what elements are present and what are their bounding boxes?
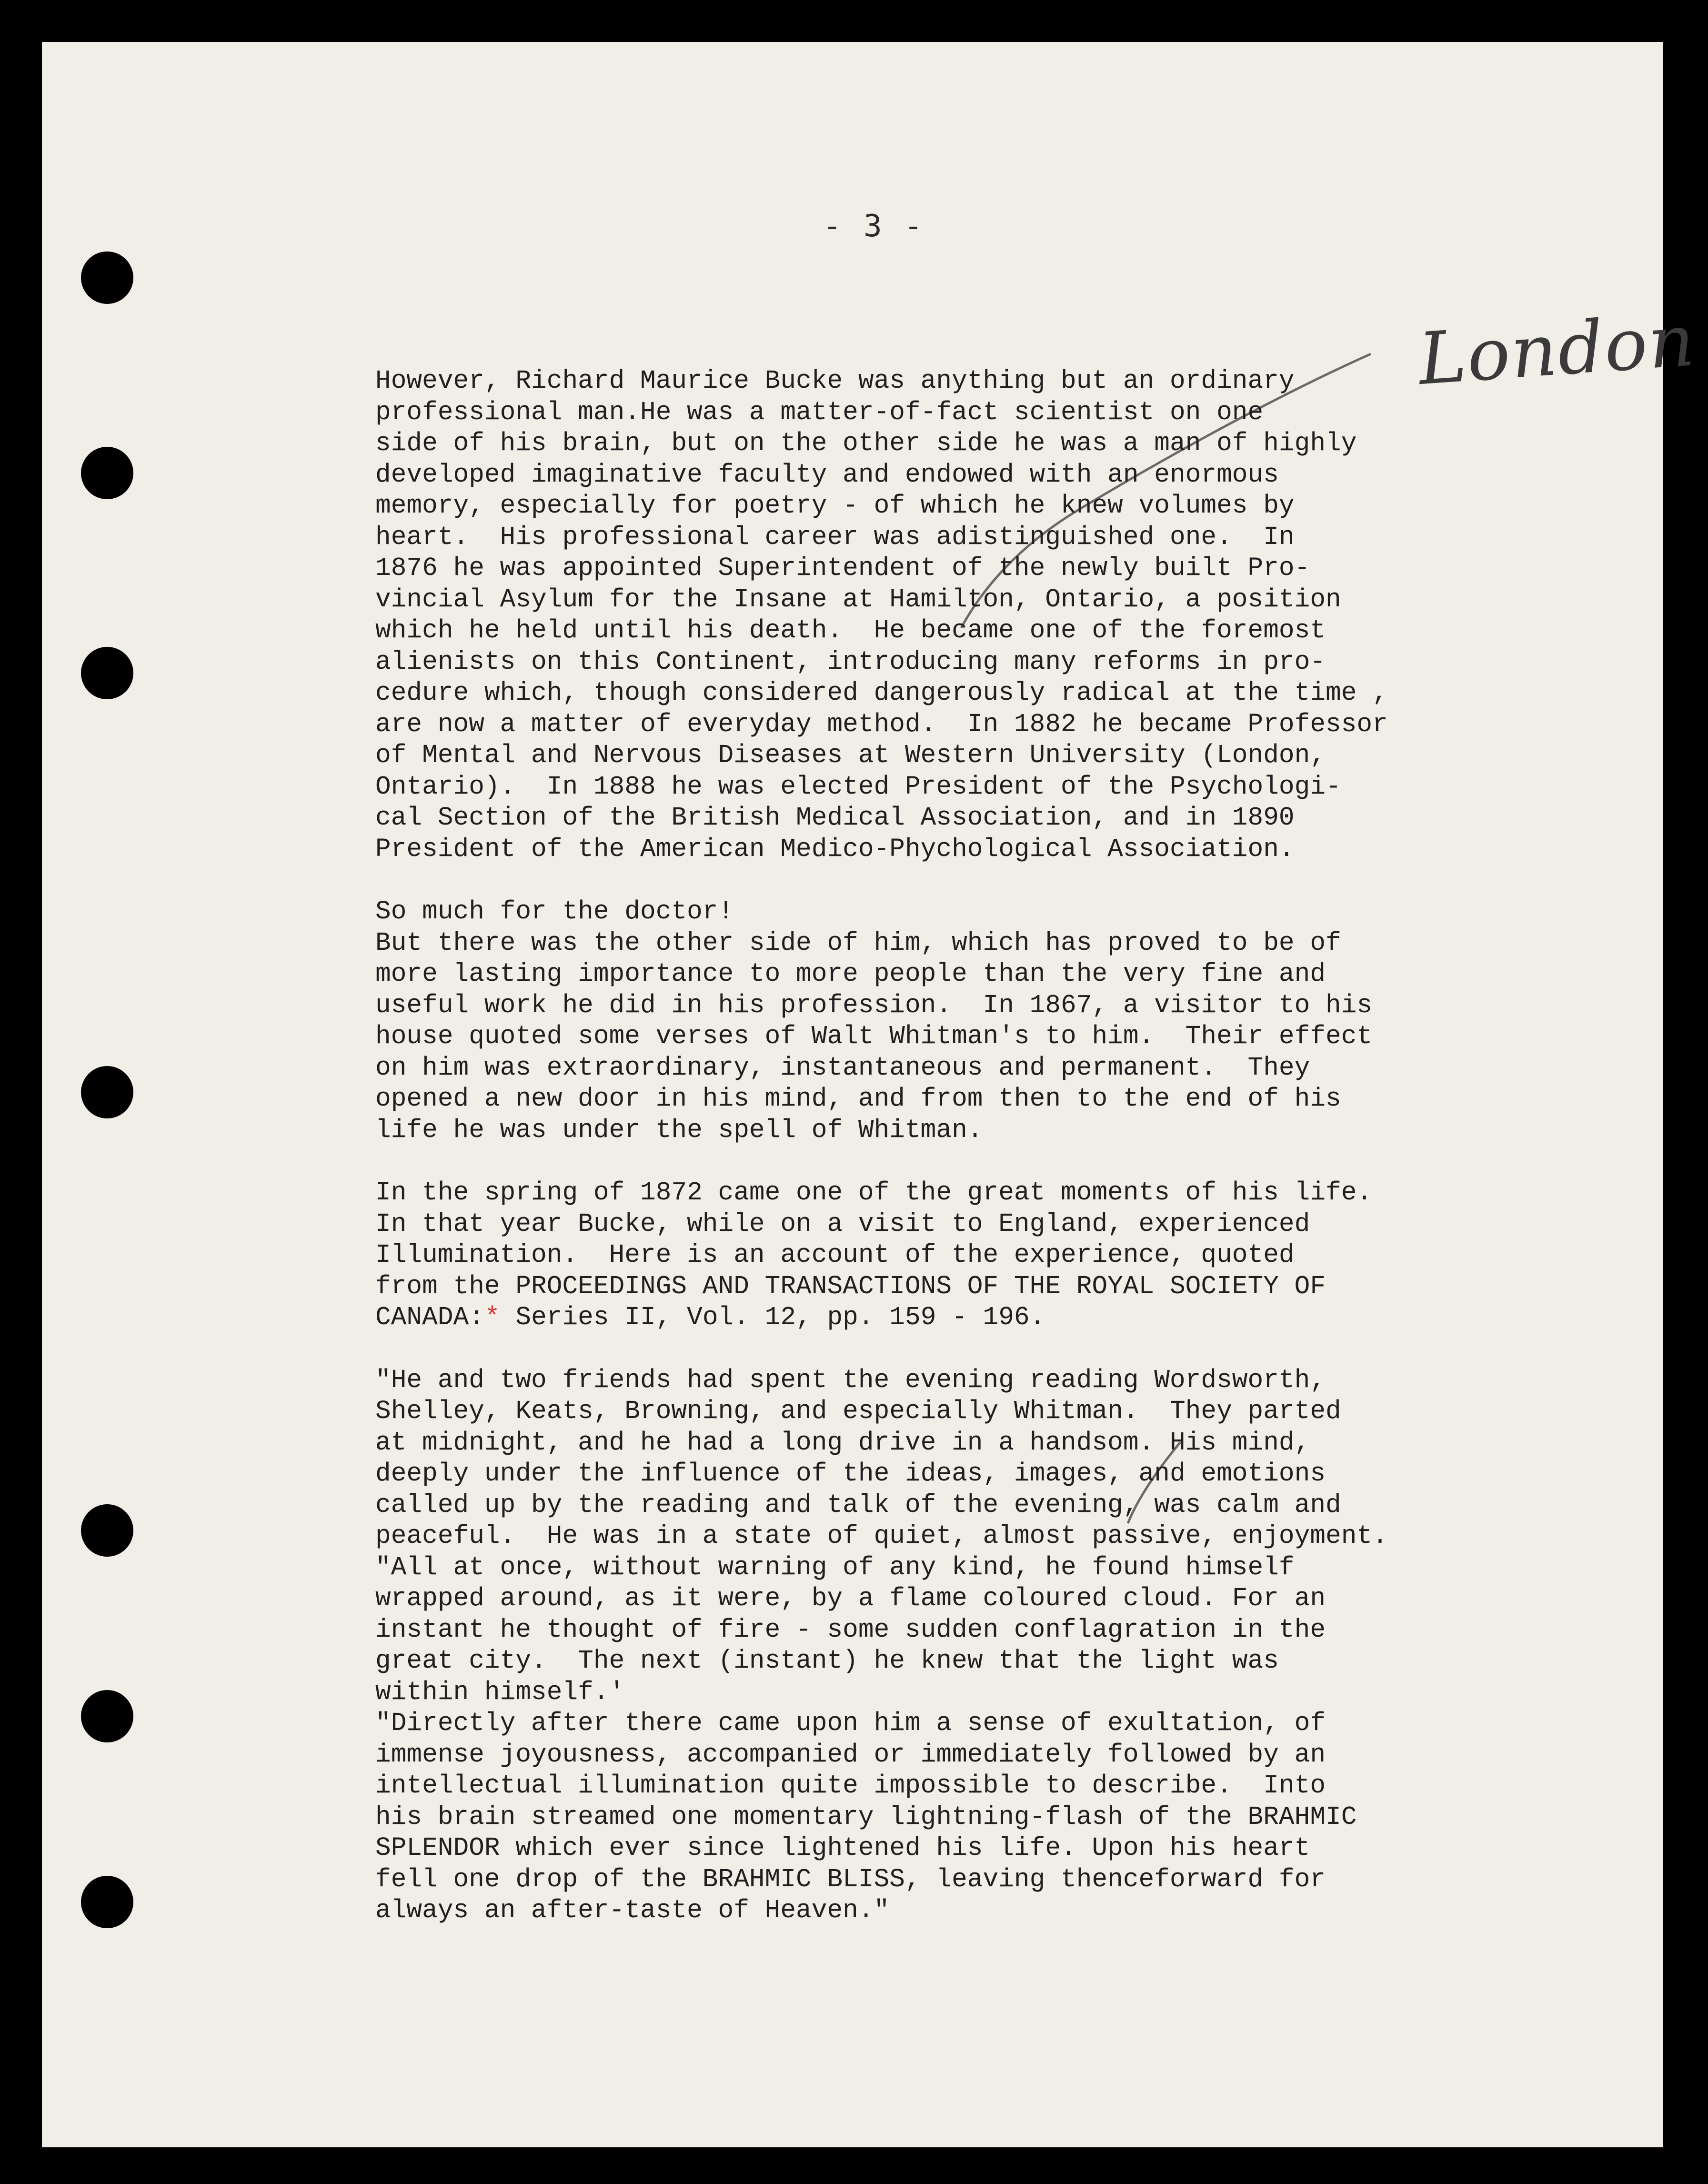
binder-hole — [81, 1876, 133, 1928]
text-line: more lasting importance to more people than the very fine and — [375, 960, 1326, 989]
binder-hole — [81, 647, 133, 699]
text-line: So much for the doctor! — [375, 897, 734, 926]
text-line: "All at once, without warning of any kind, he found himself — [375, 1553, 1295, 1582]
text-line: But there was the other side of him, which has proved to be of — [375, 928, 1341, 958]
text-line: vincial Asylum for the Insane at Hamilton, Ontario, a position — [375, 585, 1341, 614]
citation-text-before: CANADA: — [375, 1303, 484, 1332]
text-line: peaceful. He was in a state of quiet, almost passive, enjoyment. — [375, 1522, 1388, 1551]
text-line: developed imaginative faculty and endowed with an enormous — [375, 460, 1279, 490]
handwritten-note: London — [1416, 299, 1698, 402]
text-line: side of his brain, but on the other side he was a man of highly — [375, 429, 1357, 458]
text-line: great city. The next (instant) he knew that the light was — [375, 1647, 1279, 1676]
text-line: President of the American Medico-Phychological Association. — [375, 835, 1295, 864]
text-line: called up by the reading and talk of the evening, was calm and — [375, 1490, 1341, 1520]
body-text — [375, 366, 1471, 1958]
paragraph-whitman — [375, 896, 1471, 1146]
binder-hole — [81, 1690, 133, 1742]
text-line: Illumination. Here is an account of the experience, quoted — [375, 1241, 1295, 1270]
citation-text-after: Series II, Vol. 12, pp. 159 - 196. — [500, 1303, 1045, 1332]
text-line: fell one drop of the BRAHMIC BLISS, leaving thenceforward for — [375, 1865, 1326, 1894]
text-line: In the spring of 1872 came one of the great moments of his life. — [375, 1178, 1373, 1208]
text-line: "He and two friends had spent the evening reading Wordsworth, — [375, 1366, 1326, 1395]
text-line: Shelley, Keats, Browning, and especially Whitman. They parted — [375, 1397, 1341, 1426]
paragraph-quoted-account — [375, 1365, 1471, 1927]
text-line — [375, 1302, 1471, 1334]
text-line: opened a new door in his mind, and from then to the end of his — [375, 1085, 1341, 1114]
text-line: on him was extraordinary, instantaneous and permanent. They — [375, 1053, 1310, 1083]
text-line: which he held until his death. He became one of the foremost — [375, 616, 1326, 645]
text-line: at midnight, and he had a long drive in a handsom. His mind, — [375, 1428, 1310, 1458]
text-line: cal Section of the British Medical Association, and in 1890 — [375, 804, 1295, 833]
red-asterisk-mark: * — [484, 1303, 500, 1332]
text-line: In that year Bucke, while on a visit to England, experienced — [375, 1209, 1310, 1239]
text-line: intellectual illumination quite impossible to describe. Into — [375, 1771, 1326, 1801]
paragraph-illumination-intro — [375, 1178, 1471, 1334]
text-line: within himself.' — [375, 1678, 625, 1707]
text-line: professional man.He was a matter-of-fact scientist on one — [375, 398, 1264, 427]
text-line: heart. His professional career was adistinguished one. In — [375, 523, 1295, 552]
text-line: "Directly after there came upon him a sense of exultation, of — [375, 1709, 1326, 1738]
text-line: life he was under the spell of Whitman. — [375, 1116, 983, 1145]
text-line: house quoted some verses of Walt Whitman's to him. Their effect — [375, 1022, 1373, 1051]
text-line: However, Richard Maurice Bucke was anything but an ordinary — [375, 367, 1295, 396]
binder-hole — [81, 252, 133, 304]
text-line: 1876 he was appointed Superintendent of the newly built Pro- — [375, 554, 1310, 583]
text-line: immense joyousness, accompanied or immediately followed by an — [375, 1740, 1326, 1770]
text-line: alienists on this Continent, introducing many reforms in pro- — [375, 647, 1326, 677]
text-line: useful work he did in his profession. In 1867, a visitor to his — [375, 991, 1373, 1020]
text-line: of Mental and Nervous Diseases at Western University (London, — [375, 741, 1326, 770]
text-line: instant he thought of fire - some sudden conflagration in the — [375, 1615, 1326, 1645]
text-line: SPLENDOR which ever since lightened his life. Upon his heart — [375, 1834, 1310, 1863]
binder-hole — [81, 447, 133, 499]
text-line: his brain streamed one momentary lightning-flash of the BRAHMIC — [375, 1802, 1357, 1832]
text-line: are now a matter of everyday method. In 1882 he became Professor — [375, 710, 1388, 739]
text-line: Ontario). In 1888 he was elected President of the Psychologi- — [375, 772, 1341, 802]
typewritten-page — [42, 42, 1698, 2147]
text-line: from the PROCEEDINGS AND TRANSACTIONS OF THE ROYAL SOCIETY OF — [375, 1272, 1326, 1301]
binder-hole — [81, 1504, 133, 1557]
text-line: always an after-taste of Heaven." — [375, 1896, 890, 1925]
text-line: deeply under the influence of the ideas, images, and emotions — [375, 1459, 1326, 1489]
page-number: - 3 - — [823, 209, 924, 244]
text-line: memory, especially for poetry - of which he knew volumes by — [375, 492, 1295, 521]
binder-hole — [81, 1066, 133, 1118]
text-line: cedure which, though considered dangerously radical at the time , — [375, 679, 1388, 708]
text-line: wrapped around, as it were, by a flame coloured cloud. For an — [375, 1584, 1326, 1613]
paragraph-career — [375, 366, 1471, 865]
